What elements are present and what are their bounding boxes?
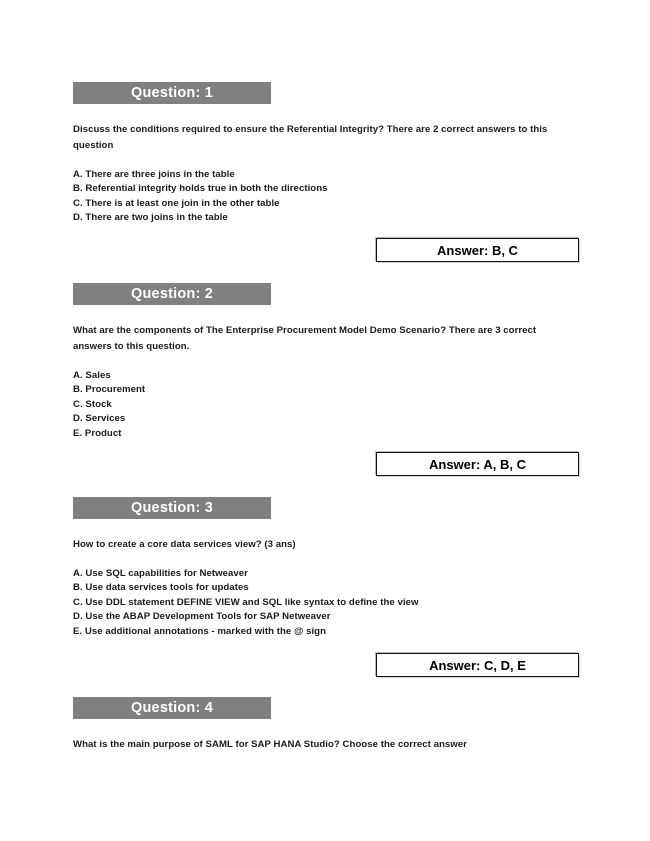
option-item: E. Product: [73, 427, 122, 439]
option-item: A. There are three joins in the table: [73, 169, 235, 180]
question-options-3: [73, 567, 593, 639]
option-item: D. There are two joins in the table: [73, 212, 228, 224]
question-options-2: [73, 369, 593, 441]
option-item: C. Use DDL statement DEFINE VIEW and SQL like syntax to define the view: [73, 596, 419, 608]
option-item: D. Services: [73, 413, 126, 425]
question-header-label-4: Question: 4: [131, 699, 213, 716]
option-item: B. Referential integrity holds true in both the directions: [73, 183, 328, 195]
question-block-1: [73, 82, 593, 226]
option-item: A. Use SQL capabilities for Netweaver: [73, 568, 248, 579]
answer-label-3: Answer: C, D, E: [429, 657, 526, 673]
question-stem-4: What is the main purpose of SAML for SAP HANA Studio? Choose the correct answer: [73, 739, 467, 750]
question-header-bar-3: [73, 497, 271, 519]
question-header-bar-4: [73, 697, 271, 719]
option-item: B. Use data services tools for updates: [73, 582, 249, 594]
question-stem-1: Discuss the conditions required to ensure the Referential Integrity? There are 2 correct answers to this question: [73, 124, 548, 151]
question-header-label-3: Question: 3: [131, 499, 213, 516]
option-item: D. Use the ABAP Development Tools for SAP Netweaver: [73, 611, 331, 623]
question-block-2: [73, 283, 593, 441]
question-stem-2: What are the components of The Enterprise Procurement Model Demo Scenario? There are 3 correct answers to this question.: [73, 325, 537, 352]
question-header-bar-2: [73, 283, 271, 305]
option-item: C. There is at least one join in the other table: [73, 197, 280, 209]
answer-box-2: [376, 452, 579, 476]
answer-label-1: Answer: B, C: [437, 242, 518, 258]
answer-label-2: Answer: A, B, C: [428, 456, 527, 472]
question-header-bar-1: [73, 82, 271, 104]
question-options-1: [73, 168, 593, 226]
answer-box-1: [376, 238, 579, 262]
question-block-3: [73, 497, 593, 639]
question-header-label-1: Question: 1: [131, 84, 213, 101]
question-stem-3: How to create a core data services view? (3 ans): [73, 539, 296, 550]
question-block-4: [73, 697, 593, 753]
option-item: B. Procurement: [73, 384, 146, 396]
answer-box-3: [376, 653, 579, 677]
option-item: A. Sales: [73, 370, 111, 381]
option-item: C. Stock: [73, 398, 112, 410]
option-item: E. Use additional annotations - marked with the @ sign: [73, 625, 326, 637]
question-header-label-2: Question: 2: [131, 285, 213, 302]
